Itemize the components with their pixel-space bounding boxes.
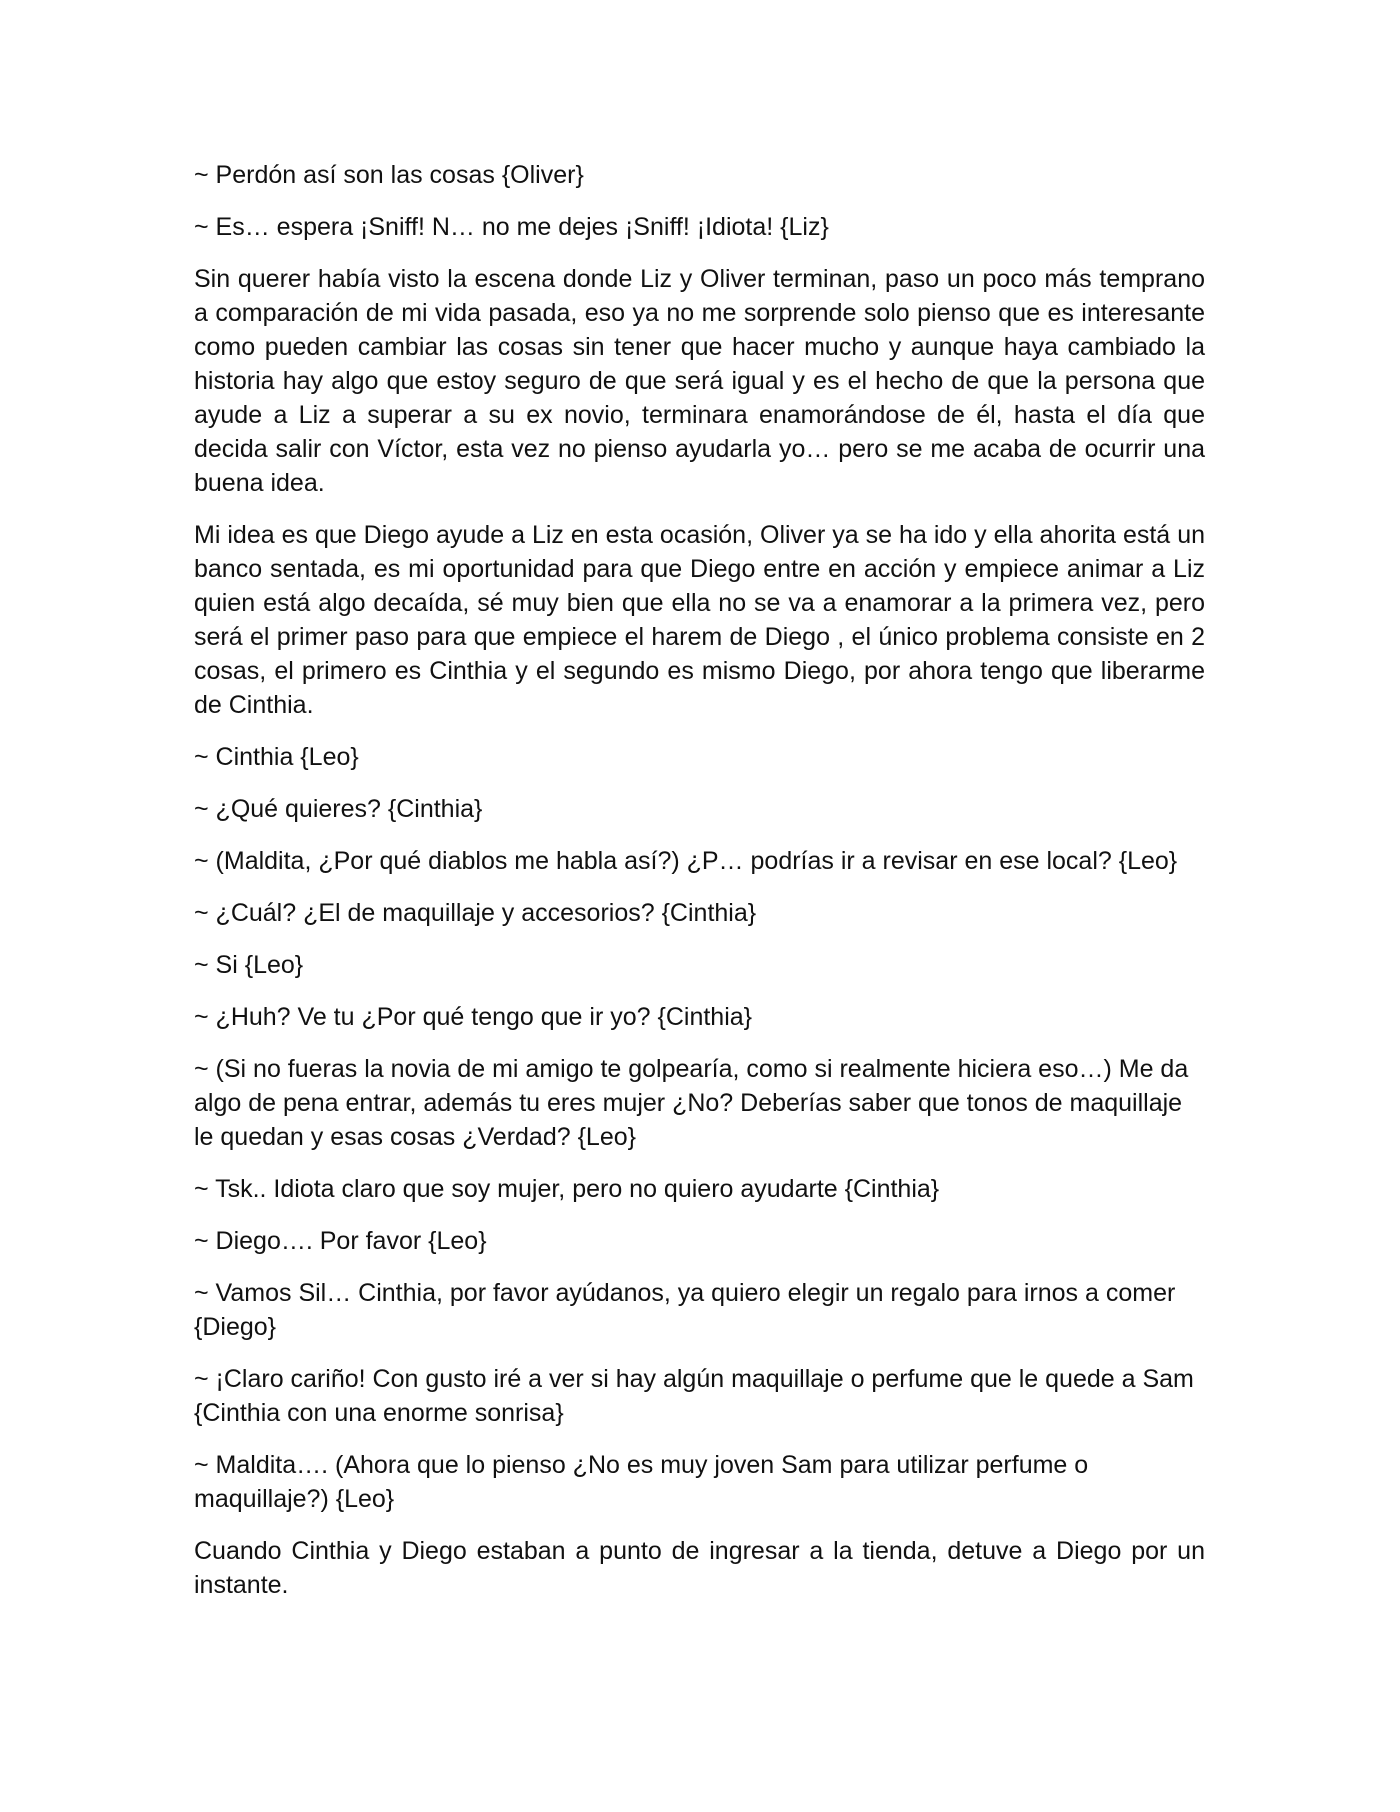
dialogue-line: ~ ¿Qué quieres? {Cinthia} <box>194 795 483 823</box>
dialogue-line: ~ (Maldita, ¿Por qué diablos me habla así?) ¿P… podrías ir a revisar en ese local? {Leo} <box>194 847 1178 875</box>
dialogue-line: ~ Perdón así son las cosas {Oliver} <box>194 161 584 189</box>
document-page <box>194 158 1205 1620</box>
dialogue-line: ~ Diego…. Por favor {Leo} <box>194 1227 487 1255</box>
dialogue-line: ~ Maldita…. (Ahora que lo pienso ¿No es muy joven Sam para utilizar perfume o maquillaje?) {Leo} <box>194 1451 1089 1513</box>
dialogue-line: ~ (Si no fueras la novia de mi amigo te golpearía, como si realmente hiciera eso…) Me da algo de pena entrar, además tu eres mujer ¿No? Deberías saber que tonos de maquillaje le quedan y esas cosas ¿Verdad? {Leo} <box>194 1055 1189 1151</box>
dialogue-line: ~ ¡Claro cariño! Con gusto iré a ver si hay algún maquillaje o perfume que le quede a Sam {Cinthia con una enorme sonrisa} <box>194 1365 1194 1427</box>
narration-paragraph: Mi idea es que Diego ayude a Liz en esta ocasión, Oliver ya se ha ido y ella ahorita está un banco sentada, es mi oportunidad para que Diego entre en acción y empiece animar a Liz quien está algo decaída, sé muy bien que ella no se va a enamorar a la primera vez, pero será el primer paso para que empiece el harem de Diego , el único problema consiste en 2 cosas, el primero es Cinthia y el segundo es mismo Diego, por ahora tengo que liberarme de Cinthia. <box>194 521 1205 719</box>
dialogue-line: ~ Si {Leo} <box>194 951 304 979</box>
dialogue-line: ~ Es… espera ¡Sniff! N… no me dejes ¡Sniff! ¡Idiota! {Liz} <box>194 213 829 241</box>
dialogue-line: ~ Cinthia {Leo} <box>194 743 359 771</box>
narration-paragraph: Sin querer había visto la escena donde Liz y Oliver terminan, paso un poco más temprano a comparación de mi vida pasada, eso ya no me sorprende solo pienso que es interesante como pueden cambiar las cosas sin tener que hacer mucho y aunque haya cambiado la historia hay algo que estoy seguro de que será igual y es el hecho de que la persona que ayude a Liz a superar a su ex novio, terminara enamorándose de él, hasta el día que decida salir con Víctor, esta vez no pienso ayudarla yo… pero se me acaba de ocurrir una buena idea. <box>194 265 1205 497</box>
dialogue-line: ~ Tsk.. Idiota claro que soy mujer, pero no quiero ayudarte {Cinthia} <box>194 1175 940 1203</box>
dialogue-line: ~ ¿Cuál? ¿El de maquillaje y accesorios? {Cinthia} <box>194 899 757 927</box>
dialogue-line: ~ Vamos Sil… Cinthia, por favor ayúdanos, ya quiero elegir un regalo para irnos a comer {Diego} <box>194 1279 1176 1341</box>
dialogue-line: ~ ¿Huh? Ve tu ¿Por qué tengo que ir yo? {Cinthia} <box>194 1003 753 1031</box>
narration-paragraph: Cuando Cinthia y Diego estaban a punto de ingresar a la tienda, detuve a Diego por un instante. <box>194 1537 1205 1599</box>
